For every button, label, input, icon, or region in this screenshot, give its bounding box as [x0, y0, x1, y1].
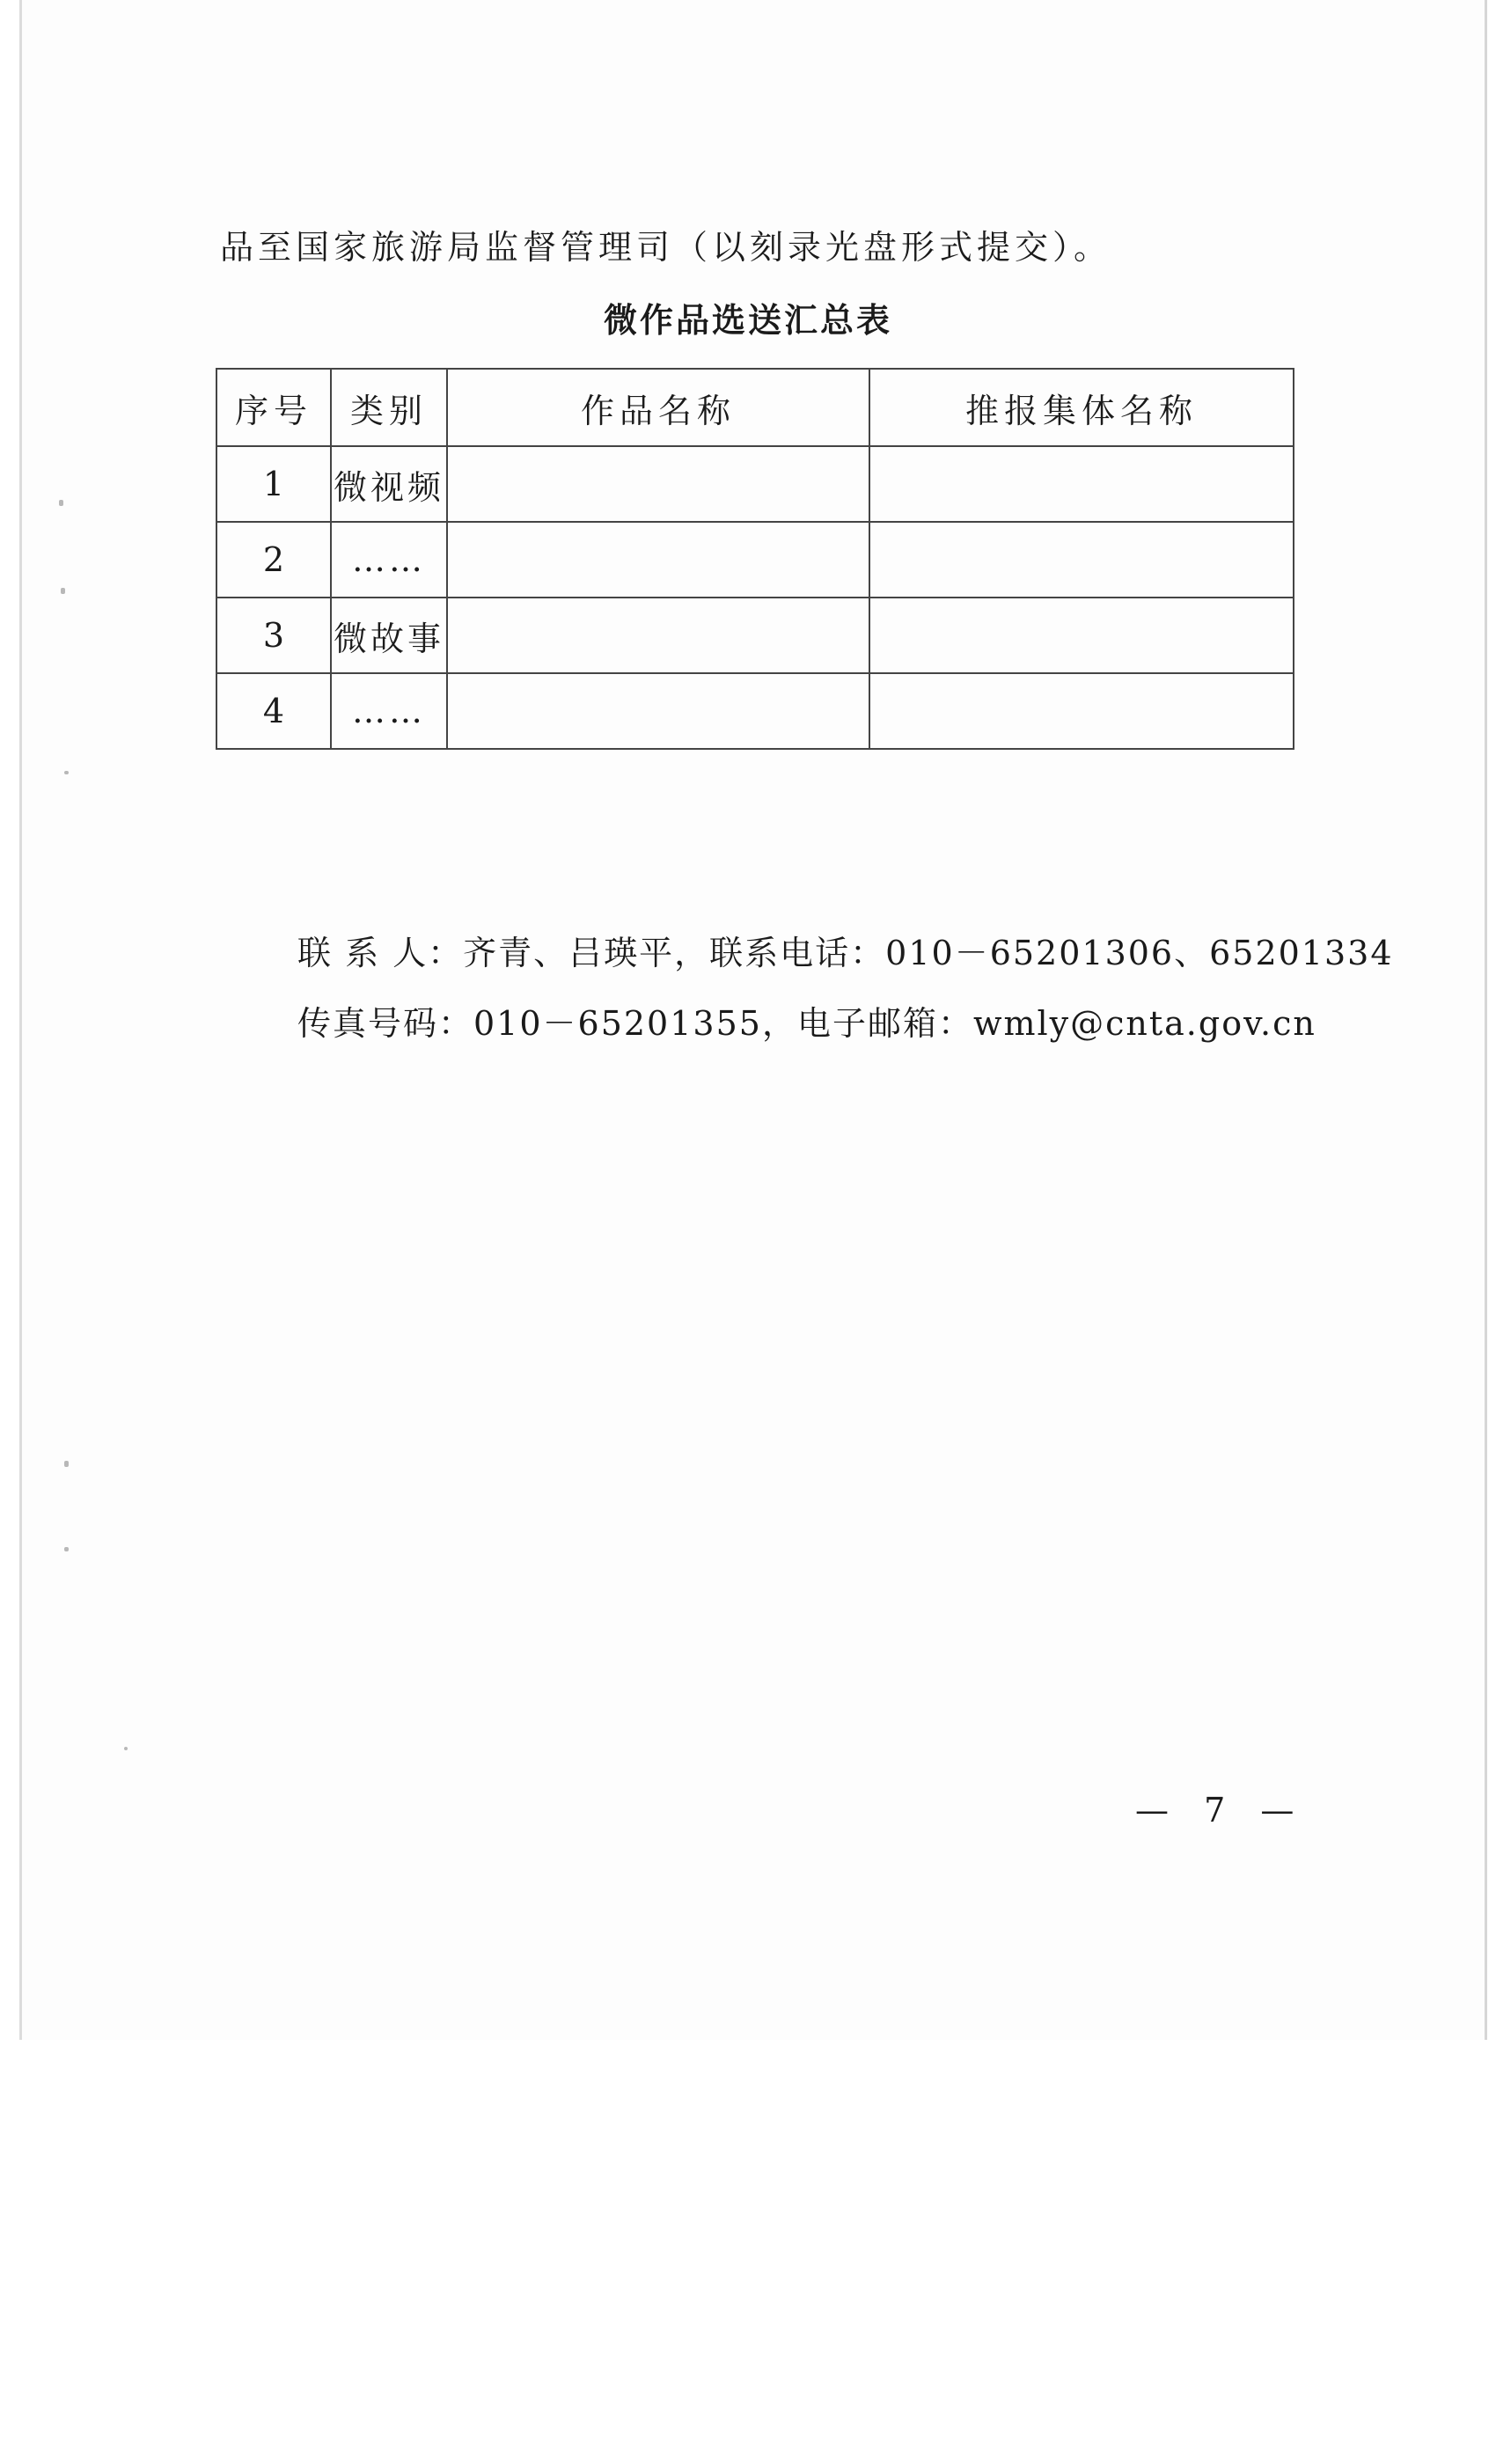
- scan-speck: [61, 588, 65, 594]
- scan-speck: [59, 500, 63, 506]
- header-serial: 序号: [216, 369, 331, 446]
- cell-category: 微故事: [331, 598, 447, 673]
- cell-group-name: [869, 598, 1294, 673]
- scan-speck: [64, 1461, 69, 1467]
- cell-group-name: [869, 446, 1294, 522]
- cell-serial: 3: [216, 598, 331, 673]
- header-category: 类别: [331, 369, 447, 446]
- cell-category: ……: [331, 673, 447, 749]
- cell-serial: 4: [216, 673, 331, 749]
- fax-email-line: 传真号码：010－65201355，电子邮箱：wmly@cnta.gov.cn: [297, 1004, 1316, 1043]
- cell-work-name: [447, 673, 869, 749]
- scan-speck: [64, 1547, 69, 1551]
- page-number: — 7 —: [1135, 1791, 1307, 1830]
- cell-work-name: [447, 446, 869, 522]
- cell-group-name: [869, 673, 1294, 749]
- table-title: 微作品选送汇总表: [603, 301, 892, 340]
- cell-serial: 1: [216, 446, 331, 522]
- cell-serial: 2: [216, 522, 331, 598]
- scan-speck: [124, 1747, 128, 1750]
- table-row: [216, 446, 1294, 522]
- summary-table: [216, 368, 1294, 750]
- scan-speck: [64, 771, 69, 774]
- table-row: [216, 673, 1294, 749]
- cell-group-name: [869, 522, 1294, 598]
- contact-person-line: 联 系 人：齐青、吕瑛平，联系电话：010－65201306、65201334: [297, 934, 1394, 972]
- header-group-name: 推报集体名称: [869, 369, 1294, 446]
- cell-work-name: [447, 522, 869, 598]
- intro-line: 品至国家旅游局监督管理司（以刻录光盘形式提交）。: [220, 228, 1112, 267]
- table-header-row: [216, 369, 1294, 446]
- cell-category: 微视频: [331, 446, 447, 522]
- cell-category: ……: [331, 522, 447, 598]
- cell-work-name: [447, 598, 869, 673]
- header-work-name: 作品名称: [447, 369, 869, 446]
- table-row: [216, 522, 1294, 598]
- table-row: [216, 598, 1294, 673]
